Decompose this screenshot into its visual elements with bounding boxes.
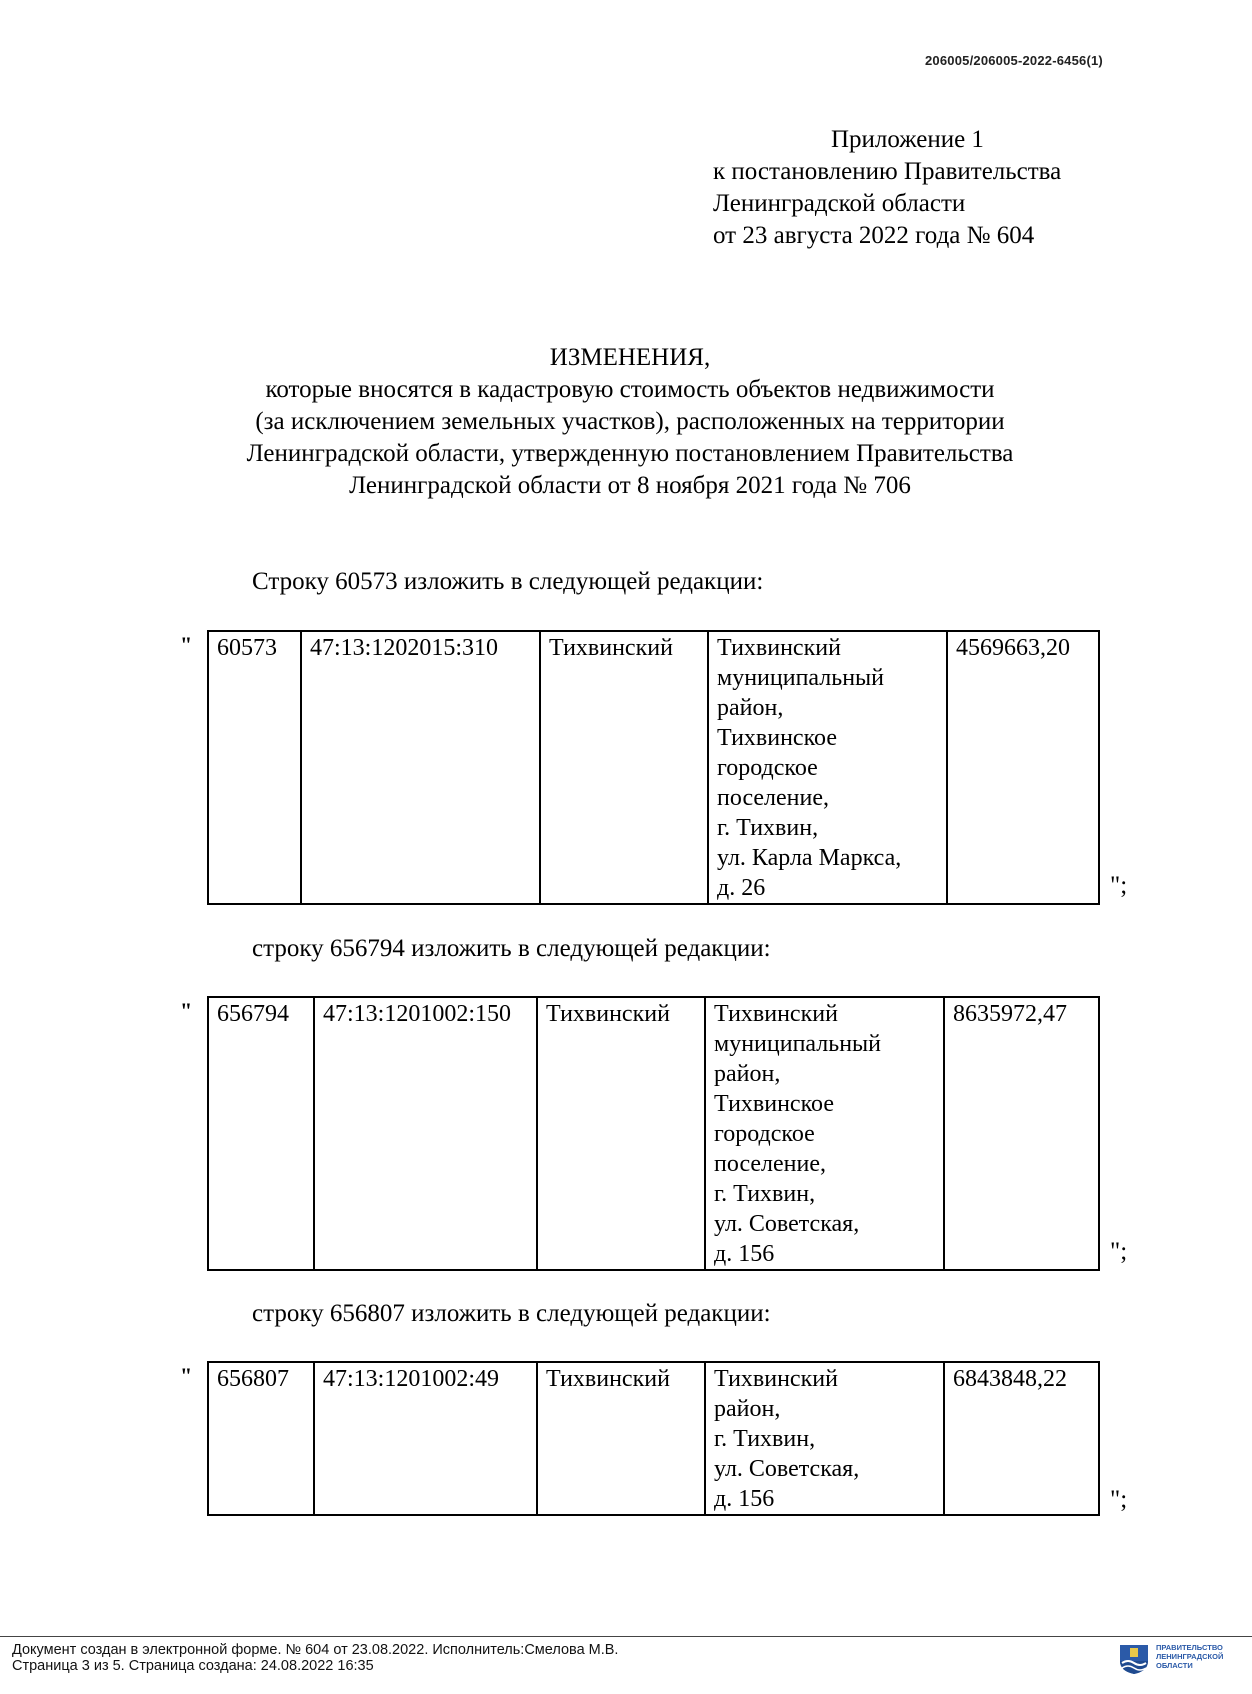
title-line-2: (за исключением земельных участков), расположенных на территории (255, 408, 1005, 435)
address-line: г. Тихвин, (717, 815, 819, 841)
logo-line-2: ЛЕНИНГРАДСКОЙ (1156, 1652, 1224, 1661)
quote-close-1: "; (1110, 872, 1128, 899)
title-line-4: Ленинградской области от 8 ноября 2021 года № 706 (349, 472, 911, 499)
logo-text (1156, 1643, 1223, 1670)
cell-cadastral-number: 47:13:1201002:49 (314, 1362, 537, 1515)
address-line: д. 26 (717, 875, 766, 901)
quote-close-2: "; (1110, 1238, 1128, 1265)
address-line: ул. Карла Маркса, (717, 845, 902, 871)
address-line: д. 156 (714, 1241, 775, 1267)
address-line: ул. Советская, (714, 1456, 860, 1482)
cell-address (705, 1362, 944, 1515)
footer-line-1: Документ создан в электронной форме. № 604 от 23.08.2022. Исполнитель:Смелова М.В. (12, 1642, 619, 1658)
title-heading: ИЗМЕНЕНИЯ, (549, 344, 711, 371)
record-table-1 (207, 630, 1100, 905)
address-line: городское (714, 1121, 815, 1147)
address-line: поселение, (717, 785, 830, 811)
record-table-2 (207, 996, 1100, 1271)
document-id: 206005/206005-2022-6456(1) (925, 53, 1103, 68)
address-line: поселение, (714, 1151, 827, 1177)
document-title (150, 342, 1110, 502)
footer-line-2: Страница 3 из 5. Страница создана: 24.08.2022 16:35 (12, 1658, 374, 1674)
instruction-3: строку 656807 изложить в следующей редакции: (252, 1300, 771, 1327)
address-line: муниципальный (717, 665, 885, 691)
quote-open-2: " (180, 998, 193, 1023)
annex-line-3: Ленинградской области (713, 190, 966, 217)
cell-cadastral-value: 4569663,20 (947, 631, 1099, 904)
quote-open-1: " (180, 632, 193, 657)
address-line: Тихвинский (714, 1001, 838, 1027)
address-line: г. Тихвин, (714, 1426, 816, 1452)
address-line: Тихвинское (714, 1091, 834, 1117)
address-line: городское (717, 755, 818, 781)
address-line: муниципальный (714, 1031, 882, 1057)
cell-district: Тихвинский (537, 997, 705, 1270)
footer (12, 1642, 618, 1674)
table-row (208, 997, 1099, 1270)
address-line: Тихвинский (717, 635, 841, 661)
table-row (208, 631, 1099, 904)
cell-cadastral-number: 47:13:1202015:310 (301, 631, 540, 904)
address-line: Тихвинское (717, 725, 837, 751)
leningrad-region-coat-of-arms-icon (1118, 1643, 1150, 1680)
address-line: район, (714, 1061, 781, 1087)
cell-cadastral-value: 8635972,47 (944, 997, 1099, 1270)
record-table-3 (207, 1361, 1100, 1516)
cell-cadastral-number: 47:13:1201002:150 (314, 997, 537, 1270)
annex-line-1: Приложение 1 (831, 126, 984, 153)
title-line-3: Ленинградской области, утвержденную постановлением Правительства (246, 440, 1014, 467)
annex-header (713, 124, 1061, 252)
annex-line-2: к постановлению Правительства (713, 158, 1062, 185)
address-line: Тихвинский (714, 1366, 838, 1392)
cell-number: 60573 (208, 631, 301, 904)
cell-district: Тихвинский (540, 631, 708, 904)
address-line: район, (717, 695, 784, 721)
table-row (208, 1362, 1099, 1515)
address-line: г. Тихвин, (714, 1181, 816, 1207)
quote-close-3: "; (1110, 1486, 1128, 1513)
quote-open-3: " (180, 1363, 193, 1388)
logo-line-1: ПРАВИТЕЛЬСТВО (1156, 1643, 1223, 1652)
cell-number: 656794 (208, 997, 314, 1270)
address-line: ул. Советская, (714, 1211, 860, 1237)
address-line: район, (714, 1396, 781, 1422)
cell-number: 656807 (208, 1362, 314, 1515)
footer-divider (0, 1636, 1252, 1637)
cell-cadastral-value: 6843848,22 (944, 1362, 1099, 1515)
title-line-1: которые вносятся в кадастровую стоимость объектов недвижимости (265, 376, 995, 403)
instruction-1: Строку 60573 изложить в следующей редакции: (252, 568, 764, 595)
cell-address (708, 631, 947, 904)
cell-district: Тихвинский (537, 1362, 705, 1515)
cell-address (705, 997, 944, 1270)
address-line: д. 156 (714, 1486, 775, 1512)
annex-line-4: от 23 августа 2022 года № 604 (713, 222, 1035, 249)
logo-line-3: ОБЛАСТИ (1156, 1661, 1193, 1670)
instruction-2: строку 656794 изложить в следующей редакции: (252, 935, 771, 962)
